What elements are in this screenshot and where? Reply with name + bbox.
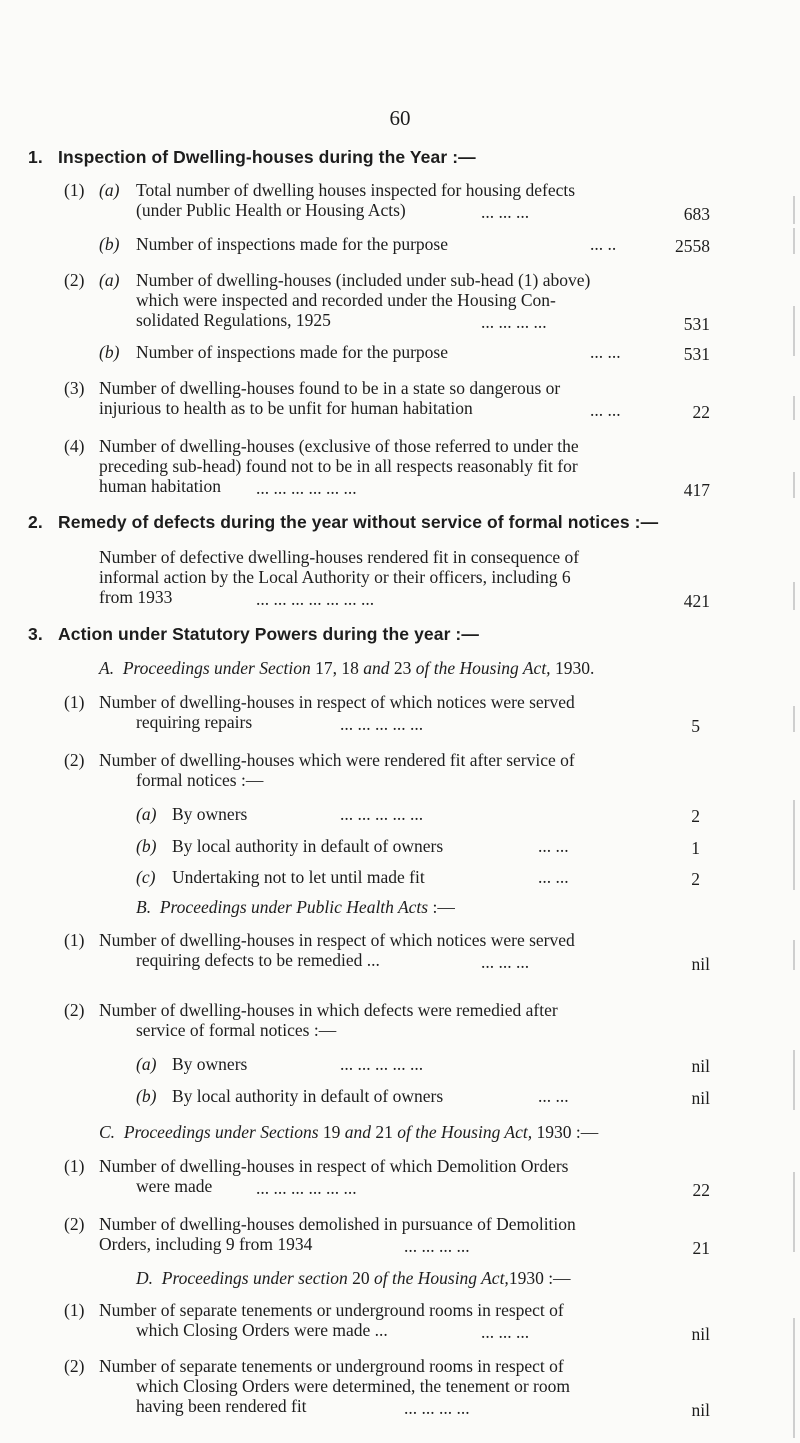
item-1-1a-value: 683 — [683, 204, 710, 224]
item-1-4-number: (4) — [64, 436, 85, 456]
section-2-line2: informal action by the Local Authority or their officers, including 6 — [99, 567, 571, 587]
leader-dots: ... ... ... — [481, 202, 530, 222]
item-1-2a-line3: solidated Regulations, 1925 — [136, 310, 331, 330]
item-d1-line1: Number of separate tenements or underground rooms in respect of — [99, 1300, 564, 1320]
item-c2-value: 21 — [692, 1238, 710, 1258]
item-b1-number: (1) — [64, 930, 85, 950]
item-1-3-number: (3) — [64, 378, 85, 398]
item-b2b-tag: (b) — [136, 1086, 157, 1106]
edge-mark — [793, 800, 795, 890]
item-1-4-line1: Number of dwelling-houses (exclusive of those referred to under the — [99, 436, 579, 456]
section-3-title: Action under Statutory Powers during the year :— — [58, 624, 479, 644]
item-1-1b-value: 2558 — [675, 236, 710, 256]
leader-dots: ... ... ... ... ... — [340, 714, 424, 734]
edge-mark — [793, 472, 795, 498]
edge-mark — [793, 396, 795, 420]
item-b2a-text: By owners — [172, 1054, 248, 1074]
item-b1-value: nil — [691, 954, 710, 974]
item-b2-line1: Number of dwelling-houses in which defects were remedied after — [99, 1000, 558, 1020]
leader-dots: ... ... ... ... ... — [340, 804, 424, 824]
leader-dots: ... ... ... ... — [404, 1398, 470, 1418]
section-2-line3: from 1933 — [99, 587, 173, 607]
edge-mark — [793, 706, 795, 732]
item-a2a-value: 2 — [691, 806, 700, 826]
item-1-3-line1: Number of dwelling-houses found to be in a state so dangerous or — [99, 378, 561, 398]
item-d1-value: nil — [691, 1324, 710, 1344]
item-b2-line2: service of formal notices :— — [136, 1020, 337, 1040]
item-a1-number: (1) — [64, 692, 85, 712]
subsection-a-heading: A. Proceedings under Section 17, 18 and 23 of the Housing Act, 1930. — [99, 658, 595, 678]
item-a2c-value: 2 — [691, 869, 700, 889]
item-a2a-text: By owners — [172, 804, 248, 824]
section-2-title: Remedy of defects during the year without service of formal notices :— — [58, 512, 659, 532]
item-c1-line2: were made — [136, 1176, 213, 1196]
item-b2a-tag: (a) — [136, 1054, 157, 1074]
edge-mark — [793, 582, 795, 610]
leader-dots: ... ... ... ... ... ... — [256, 1178, 357, 1198]
item-1-2a-tag: (a) — [99, 270, 120, 290]
section-2-value: 421 — [683, 591, 710, 611]
item-b2a-value: nil — [691, 1056, 710, 1076]
item-a2b-value: 1 — [691, 838, 700, 858]
item-1-3-value: 22 — [692, 402, 710, 422]
item-1-2b-value: 531 — [683, 344, 710, 364]
item-a2c-tag: (c) — [136, 867, 156, 887]
edge-mark — [793, 1050, 795, 1110]
item-b2b-text: By local authority in default of owners — [172, 1086, 444, 1106]
item-c2-number: (2) — [64, 1214, 85, 1234]
edge-mark — [793, 196, 795, 224]
item-c1-number: (1) — [64, 1156, 85, 1176]
leader-dots: ... ... — [538, 1086, 569, 1106]
section-1-title: Inspection of Dwelling-houses during the Year :— — [58, 147, 476, 167]
item-1-1b-line1: Number of inspections made for the purpose — [136, 234, 449, 254]
item-1-2-number: (2) — [64, 270, 85, 290]
section-1-number: 1. — [28, 147, 43, 167]
leader-dots: ... ... — [590, 342, 621, 362]
item-1-2a-line1: Number of dwelling-houses (included under sub-head (1) above) — [136, 270, 591, 290]
item-1-2b-line1: Number of inspections made for the purpose — [136, 342, 449, 362]
leader-dots: ... ... ... ... ... — [340, 1054, 424, 1074]
item-d2-line3: having been rendered fit — [136, 1396, 307, 1416]
subsection-b-heading: B. Proceedings under Public Health Acts :— — [136, 897, 455, 917]
item-1-3-line2: injurious to health as to be unfit for human habitation — [99, 398, 473, 418]
item-b1-line2: requiring defects to be remedied ... — [136, 950, 380, 970]
leader-dots: ... ... ... — [481, 1322, 530, 1342]
item-a2-line1: Number of dwelling-houses which were rendered fit after service of — [99, 750, 575, 770]
item-b2b-value: nil — [691, 1088, 710, 1108]
leader-dots: ... ... ... — [481, 952, 530, 972]
edge-mark — [793, 228, 795, 254]
item-1-4-line2: preceding sub-head) found not to be in all respects reasonably fit for — [99, 456, 578, 476]
item-c2-line1: Number of dwelling-houses demolished in pursuance of Demolition — [99, 1214, 576, 1234]
item-b2-number: (2) — [64, 1000, 85, 1020]
item-a2b-tag: (b) — [136, 836, 157, 856]
item-a2b-text: By local authority in default of owners — [172, 836, 444, 856]
edge-mark — [793, 940, 795, 970]
item-a2c-text: Undertaking not to let until made fit — [172, 867, 425, 887]
item-1-1-number: (1) — [64, 180, 85, 200]
leader-dots: ... ... — [590, 400, 621, 420]
leader-dots: ... ... ... ... — [404, 1236, 470, 1256]
leader-dots: ... ... ... ... ... ... ... — [256, 589, 375, 609]
item-c1-line1: Number of dwelling-houses in respect of which Demolition Orders — [99, 1156, 569, 1176]
page-number: 60 — [389, 106, 411, 130]
item-a1-line2: requiring repairs — [136, 712, 253, 732]
section-2-line1: Number of defective dwelling-houses rendered fit in consequence of — [99, 547, 580, 567]
edge-mark — [793, 1172, 795, 1252]
item-a1-value: 5 — [691, 716, 700, 736]
item-1-2b-tag: (b) — [99, 342, 120, 362]
item-1-1a-line1: Total number of dwelling houses inspected for housing defects — [136, 180, 576, 200]
item-1-1a-tag: (a) — [99, 180, 120, 200]
leader-dots: ... ... — [538, 867, 569, 887]
item-d2-value: nil — [691, 1400, 710, 1420]
section-3-number: 3. — [28, 624, 43, 644]
item-a1-line1: Number of dwelling-houses in respect of which notices were served — [99, 692, 575, 712]
item-a2a-tag: (a) — [136, 804, 157, 824]
item-a2-number: (2) — [64, 750, 85, 770]
item-a2-line2: formal notices :— — [136, 770, 264, 790]
section-2-number: 2. — [28, 512, 43, 532]
subsection-d-heading: D. Proceedings under section 20 of the Housing Act,1930 :— — [136, 1268, 571, 1288]
item-1-4-value: 417 — [683, 480, 710, 500]
item-d1-line2: which Closing Orders were made ... — [136, 1320, 388, 1340]
item-b1-line1: Number of dwelling-houses in respect of which notices were served — [99, 930, 575, 950]
item-d1-number: (1) — [64, 1300, 85, 1320]
item-d2-number: (2) — [64, 1356, 85, 1376]
leader-dots: ... ... ... ... — [481, 312, 547, 332]
item-1-1a-line2: (under Public Health or Housing Acts) — [136, 200, 406, 220]
item-1-4-line3: human habitation — [99, 476, 221, 496]
leader-dots: ... .. — [590, 234, 617, 254]
item-d2-line1: Number of separate tenements or underground rooms in respect of — [99, 1356, 564, 1376]
edge-mark — [793, 306, 795, 356]
leader-dots: ... ... — [538, 836, 569, 856]
leader-dots: ... ... ... ... ... ... — [256, 478, 357, 498]
item-c2-line2: Orders, including 9 from 1934 — [99, 1234, 313, 1254]
item-1-2a-value: 531 — [683, 314, 710, 334]
item-c1-value: 22 — [692, 1180, 710, 1200]
subsection-c-heading: C. Proceedings under Sections 19 and 21 of the Housing Act, 1930 :— — [99, 1122, 599, 1142]
item-1-1b-tag: (b) — [99, 234, 120, 254]
edge-mark — [793, 1318, 795, 1438]
item-d2-line2: which Closing Orders were determined, the tenement or room — [136, 1376, 570, 1396]
item-1-2a-line2: which were inspected and recorded under the Housing Con- — [136, 290, 556, 310]
